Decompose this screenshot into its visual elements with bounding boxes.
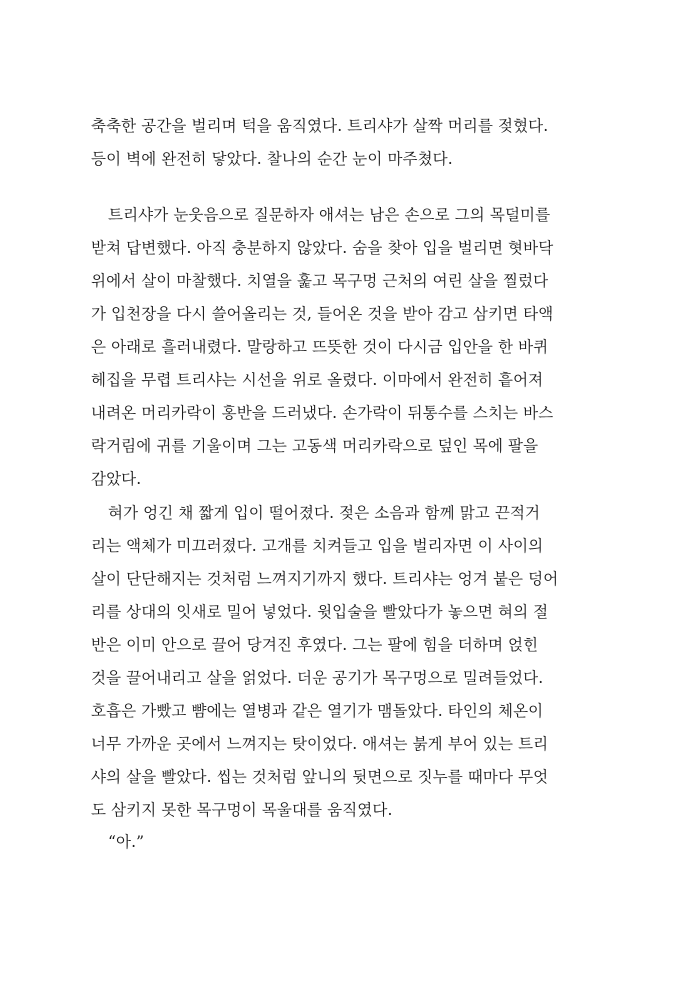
paragraph-4 [91, 826, 610, 859]
text-line: 감았다. [91, 470, 142, 488]
text-line: 트리샤가 눈웃음으로 질문하자 애셔는 남은 손으로 그의 목덜미를 [108, 206, 551, 224]
text-line: 받쳐 답변했다. 아직 충분하지 않았다. 숨을 찾아 입을 벌리면 혓바닥 [91, 239, 554, 257]
text-line: 샤의 살을 빨았다. 씹는 것처럼 앞니의 뒷면으로 짓누를 때마다 무엇 [91, 768, 549, 786]
text-line: 도 삼키지 못한 목구멍이 목울대를 움직였다. [91, 801, 393, 819]
text-line: 너무 가까운 곳에서 느껴지는 탓이었다. 애셔는 붉게 부어 있는 트리 [91, 735, 549, 753]
text-line: 살이 단단해지는 것처럼 느껴지기까지 했다. 트리샤는 엉겨 붙은 덩어 [91, 570, 559, 588]
text-line: 락거림에 귀를 기울이며 그는 고동색 머리카락으로 덮인 목에 팔을 [91, 437, 539, 455]
paragraph-1 [91, 110, 610, 176]
text-line: 호흡은 가빴고 뺨에는 열병과 같은 열기가 맴돌았다. 타인의 체온이 [91, 702, 544, 720]
text-line: 헤집을 무렵 트리샤는 시선을 위로 올렸다. 이마에서 완전히 흩어져 [91, 371, 544, 389]
text-line: 등이 벽에 완전히 닿았다. 찰나의 순간 눈이 마주쳤다. [91, 150, 453, 168]
text-line: 축축한 공간을 벌리며 턱을 움직였다. 트리샤가 살짝 머리를 젖혔다. [91, 117, 549, 135]
text-line: 은 아래로 흘러내렸다. 말랑하고 뜨뜻한 것이 다시금 입안을 한 바퀴 [91, 338, 549, 356]
paragraph-3 [91, 497, 610, 827]
text-line: 리는 액체가 미끄러졌다. 고개를 치켜들고 입을 벌리자면 이 사이의 [91, 537, 544, 555]
dialogue-line: “아.” [108, 833, 145, 851]
text-line: 것을 끌어내리고 살을 얽었다. 더운 공기가 목구멍으로 밀려들었다. [91, 669, 544, 687]
text-line: 가 입천장을 다시 쓸어올리는 것, 들어온 것을 받아 감고 삼키면 타액 [91, 305, 554, 323]
text-line: 위에서 살이 마찰했다. 치열을 훑고 목구멍 근처의 여린 살을 찔렀다 [91, 272, 549, 290]
text-line: 내려온 머리카락이 홍반을 드러냈다. 손가락이 뒤통수를 스치는 바스 [91, 404, 554, 422]
text-line: 리를 상대의 잇새로 밀어 넣었다. 윗입술을 빨았다가 놓으면 혀의 절 [91, 603, 549, 621]
text-line: 혀가 엉긴 채 짧게 입이 떨어졌다. 젖은 소음과 함께 맑고 끈적거 [108, 504, 541, 522]
paragraph-2 [91, 199, 610, 496]
text-line: 반은 이미 안으로 끌어 당겨진 후였다. 그는 팔에 힘을 더하며 얹힌 [91, 636, 539, 654]
